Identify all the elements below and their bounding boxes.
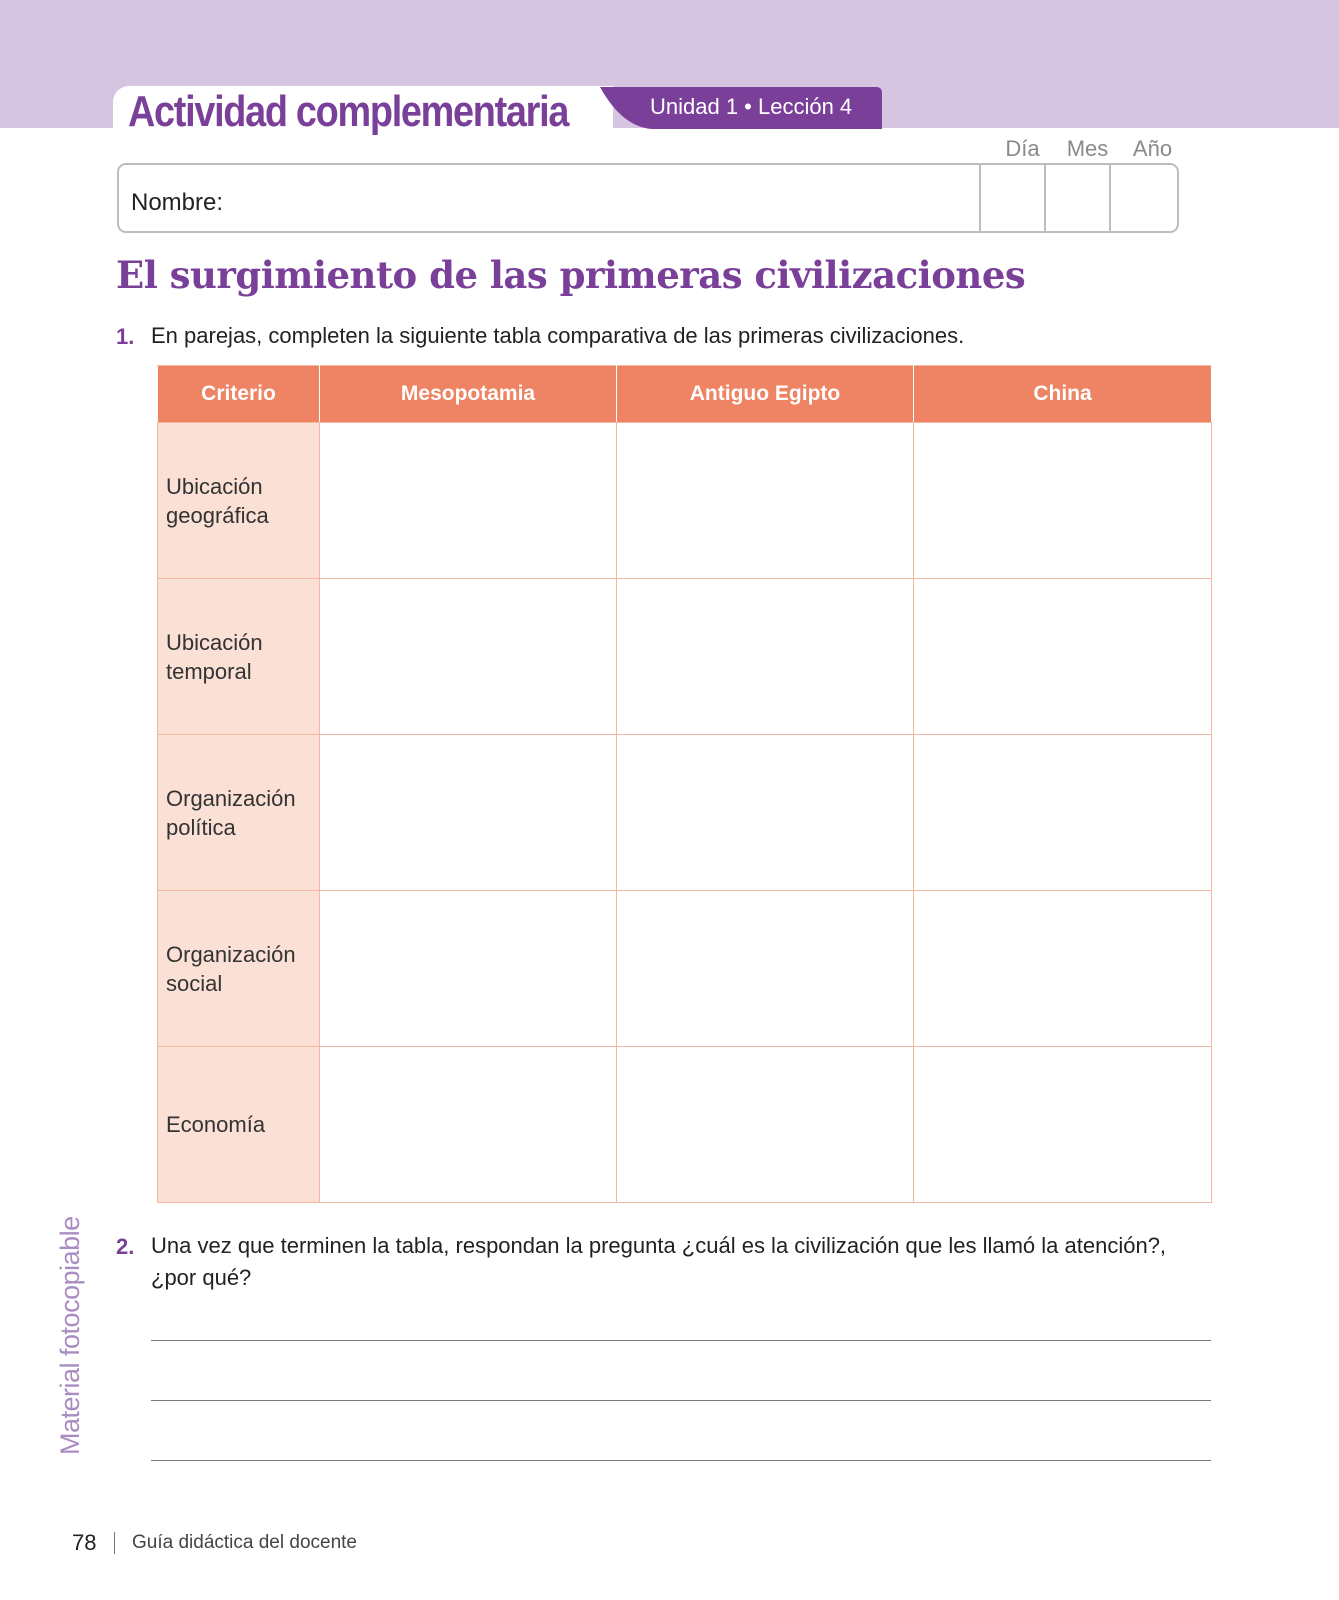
table-row: [158, 891, 1212, 1047]
year-header: Año: [1132, 136, 1173, 161]
question-2-line-1: Una vez que terminen la tabla, respondan la pregunta ¿cuál es la civilización que les llamó la atención?,: [151, 1233, 1167, 1258]
header-china: China: [914, 366, 1212, 423]
answer-cell-antiguo-egipto[interactable]: [617, 579, 914, 735]
day-field[interactable]: [979, 165, 1044, 231]
activity-title: Actividad complementaria: [128, 87, 569, 136]
answer-cell-antiguo-egipto[interactable]: [617, 1047, 914, 1203]
table-row: [158, 423, 1212, 579]
name-field[interactable]: [117, 163, 1179, 233]
answer-line[interactable]: [151, 1340, 1211, 1341]
criteria-economia: Economía: [166, 1112, 266, 1137]
answer-cell-china[interactable]: [914, 579, 1212, 735]
criteria-organizacion-social: Organización social: [166, 941, 296, 996]
answer-cell-antiguo-egipto[interactable]: [617, 891, 914, 1047]
footer-divider: [114, 1532, 115, 1554]
header-antiguo-egipto: Antiguo Egipto: [617, 366, 914, 423]
answer-line[interactable]: [151, 1460, 1211, 1461]
answer-cell-antiguo-egipto[interactable]: [617, 735, 914, 891]
footer-text: Guía didáctica del docente: [132, 1532, 357, 1553]
year-field[interactable]: [1109, 165, 1177, 231]
comparison-table: [157, 365, 1212, 1203]
answer-line[interactable]: [151, 1400, 1211, 1401]
table-row: [158, 579, 1212, 735]
answer-cell-china[interactable]: [914, 423, 1212, 579]
question-2-line-2: ¿por qué?: [151, 1265, 252, 1290]
question-1-text: En parejas, completen la siguiente tabla comparativa de las primeras civilizaciones.: [151, 323, 965, 348]
page-number: 78: [72, 1530, 97, 1555]
criteria-cell: [158, 891, 320, 1047]
criteria-organizacion-politica: Organización política: [166, 785, 296, 840]
name-label: Nombre:: [131, 189, 224, 216]
question-2-number: 2.: [116, 1234, 135, 1259]
unit-lesson-label: Unidad 1 • Lección 4: [650, 94, 853, 119]
table-row: [158, 735, 1212, 891]
criteria-cell: [158, 735, 320, 891]
criteria-cell: [158, 423, 320, 579]
criteria-ubicacion-temporal: Ubicación temporal: [166, 629, 263, 684]
header-criterio: Criterio: [158, 366, 320, 423]
answer-cell-mesopotamia[interactable]: [320, 735, 617, 891]
answer-cell-mesopotamia[interactable]: [320, 423, 617, 579]
unit-badge: [600, 87, 882, 129]
criteria-cell: [158, 579, 320, 735]
question-1-number: 1.: [116, 324, 135, 349]
answer-cell-china[interactable]: [914, 891, 1212, 1047]
day-header: Día: [1005, 136, 1040, 161]
answer-cell-mesopotamia[interactable]: [320, 1047, 617, 1203]
criteria-cell: [158, 1047, 320, 1203]
section-title: El surgimiento de las primeras civilizaciones: [116, 253, 1026, 297]
answer-cell-mesopotamia[interactable]: [320, 579, 617, 735]
month-header: Mes: [1066, 136, 1109, 161]
answer-cell-mesopotamia[interactable]: [320, 891, 617, 1047]
criteria-ubicacion-geografica: Ubicación geográfica: [166, 473, 269, 528]
answer-cell-china[interactable]: [914, 735, 1212, 891]
table-row: [158, 1047, 1212, 1203]
answer-cell-china[interactable]: [914, 1047, 1212, 1203]
side-label: Material fotocopiable: [55, 1216, 85, 1455]
month-field[interactable]: [1044, 165, 1109, 231]
question-2-text: [151, 1230, 1166, 1294]
header-mesopotamia: Mesopotamia: [320, 366, 617, 423]
answer-cell-antiguo-egipto[interactable]: [617, 423, 914, 579]
table-header-row: [158, 366, 1212, 423]
